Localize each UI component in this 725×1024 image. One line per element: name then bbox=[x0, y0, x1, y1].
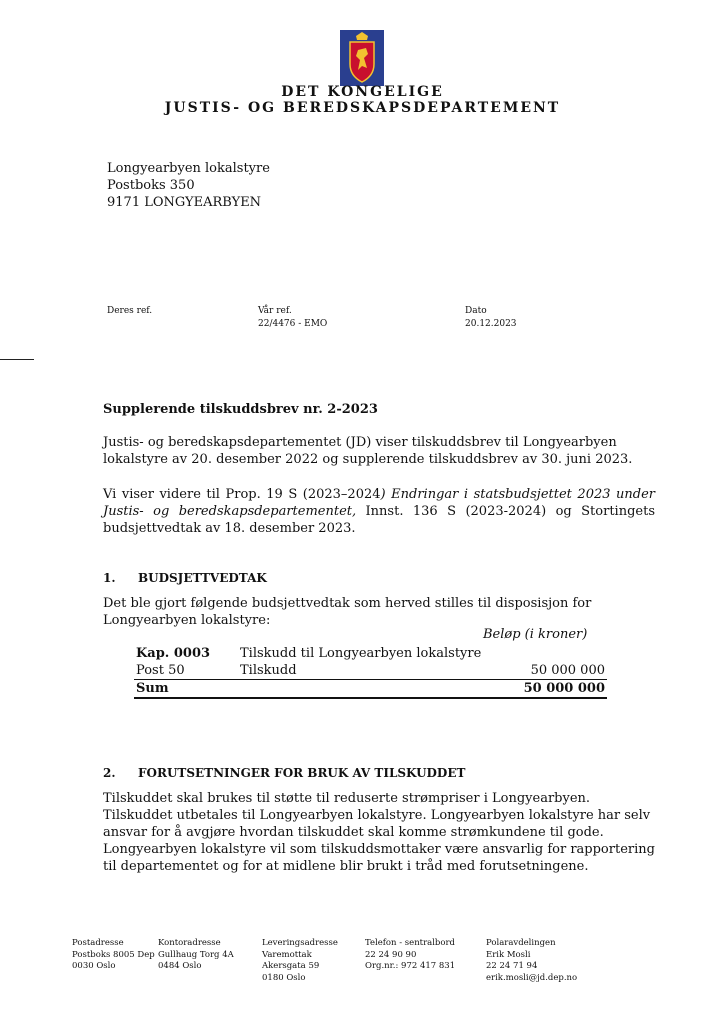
dato-label: Dato bbox=[465, 306, 487, 316]
row-amount bbox=[512, 645, 607, 662]
reference-var bbox=[258, 305, 327, 331]
row-desc: Tilskudd til Longyearbyen lokalstyre bbox=[240, 646, 482, 661]
reference-dato bbox=[465, 305, 517, 331]
fold-mark bbox=[0, 359, 34, 360]
footer-delivery-label: Leveringsadresse bbox=[262, 938, 338, 948]
deres-ref-label: Deres ref. bbox=[107, 306, 153, 316]
row-label: Post 50 bbox=[136, 663, 185, 678]
section2-number: 2. bbox=[103, 766, 116, 780]
department-name-line1: DET KONGELIGE bbox=[281, 84, 444, 100]
letter-title: Supplerende tilskuddsbrev nr. 2-2023 bbox=[103, 402, 378, 417]
footer-phone-line: 22 24 90 90 bbox=[365, 949, 417, 960]
footer-contact-line: Erik Mosli bbox=[486, 949, 531, 960]
reference-italic: ) Endringar i statsbudsjettet 2023 under Justis- og beredskapsdepartementet, bbox=[103, 487, 656, 519]
footer-contact-email: erik.mosli@jd.dep.no bbox=[486, 972, 578, 983]
section2-heading bbox=[103, 766, 465, 780]
table-row bbox=[134, 662, 607, 680]
row-amount: 50 000 000 bbox=[530, 663, 605, 678]
section2-text: Tilskuddet skal brukes til støtte til reduserte strømpriser i Longyearbyen. Tilskuddet utbetales til Longyearbyen lokalstyre. Longyearbyen lokalstyre har selv ansvar for å avgjøre hvordan tilskuddet skal komme strømkundene til gode. Longyearbyen lokalstyre vil som tilskuddsmottaker være ansvarlig for rapportering til departementet og for at midlene blir brukt i tråd med forutsetningene. bbox=[103, 791, 655, 874]
section1-heading bbox=[103, 571, 267, 585]
footer-office-line: 0484 Oslo bbox=[158, 961, 202, 971]
recipient-name: Longyearbyen lokalstyre bbox=[107, 161, 270, 176]
footer-contact bbox=[486, 938, 577, 984]
footer-delivery-line: 0180 Oslo bbox=[262, 972, 306, 983]
intro-paragraph: Justis- og beredskapsdepartementet (JD) viser tilskuddsbrev til Longyearbyen lokalstyre av 20. desember 2022 og supplerende tilskuddsbrev av 30. juni 2023. bbox=[103, 435, 633, 467]
footer-postal-line: 0030 Oslo bbox=[72, 961, 116, 971]
sum-row bbox=[134, 680, 607, 699]
footer-contact-line: 22 24 71 94 bbox=[486, 961, 538, 971]
section2-title: FORUTSETNINGER FOR BRUK AV TILSKUDDET bbox=[138, 766, 466, 780]
footer-postal-line: Postboks 8005 Dep bbox=[72, 949, 155, 960]
footer-delivery-line: Akersgata 59 bbox=[262, 961, 320, 971]
coat-of-arms-logo bbox=[340, 30, 384, 86]
footer-office bbox=[158, 938, 234, 973]
recipient-address bbox=[107, 160, 270, 211]
footer-office-line: Gullhaug Torg 4A bbox=[158, 949, 234, 960]
footer-office-label: Kontoradresse bbox=[158, 938, 221, 948]
table-row bbox=[134, 645, 607, 662]
sum-label: Sum bbox=[134, 680, 238, 699]
footer-postal bbox=[72, 938, 155, 973]
footer-phone-label: Telefon - sentralbord bbox=[365, 938, 455, 948]
budget-table bbox=[134, 645, 607, 699]
sum-amount: 50 000 000 bbox=[512, 680, 607, 699]
var-ref-value: 22/4476 - EMO bbox=[258, 319, 328, 329]
var-ref-label: Vår ref. bbox=[258, 306, 292, 316]
footer-phone bbox=[365, 938, 455, 973]
footer-postal-label: Postadresse bbox=[72, 938, 124, 948]
footer-delivery-line: Varemottak bbox=[262, 949, 312, 960]
row-label: Kap. 0003 bbox=[136, 646, 211, 661]
recipient-city: 9171 LONGYEARBYEN bbox=[107, 195, 262, 210]
department-name-line2: JUSTIS- OG BEREDSKAPSDEPARTEMENT bbox=[164, 100, 561, 116]
reference-paragraph bbox=[103, 486, 655, 537]
row-desc: Tilskudd bbox=[240, 663, 297, 678]
sum-desc bbox=[238, 680, 512, 699]
reference-rest: Innst. 136 S (2023-2024) og Stortingets budsjettvedtak av 18. desember 2023. bbox=[103, 504, 655, 536]
amount-header: Beløp (i kroner) bbox=[483, 627, 588, 642]
reference-deres bbox=[107, 305, 152, 318]
dato-value: 20.12.2023 bbox=[465, 319, 517, 329]
reference-plain: Vi viser videre til Prop. 19 S (2023–2024 bbox=[103, 487, 381, 502]
footer-phone-line: Org.nr.: 972 417 831 bbox=[365, 961, 456, 971]
footer-delivery bbox=[262, 938, 338, 984]
footer-contact-label: Polaravdelingen bbox=[486, 938, 556, 948]
section1-text: Det ble gjort følgende budsjettvedtak som herved stilles til disposisjon for Longyearbyen lokalstyre: bbox=[103, 596, 592, 628]
recipient-box: Postboks 350 bbox=[107, 178, 195, 193]
section1-number: 1. bbox=[103, 571, 116, 585]
section1-title: BUDSJETTVEDTAK bbox=[138, 571, 267, 585]
